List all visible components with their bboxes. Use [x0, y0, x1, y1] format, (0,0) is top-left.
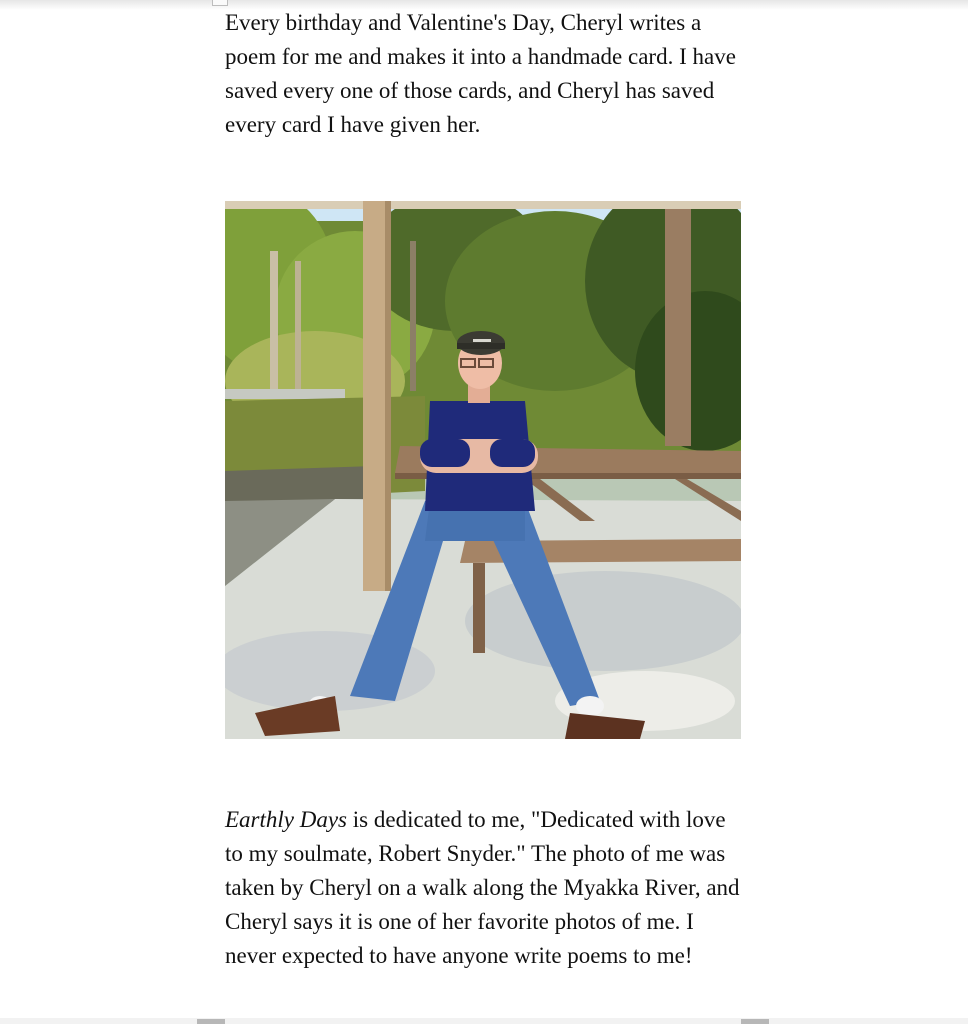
bottom-right-handle	[741, 1019, 769, 1024]
paragraph-1: Every birthday and Valentine's Day, Cheryl writes a poem for me and makes it into a handmade card. I have saved every one of those cards, and Cheryl has saved every card I have given her.	[225, 10, 736, 137]
paragraph-2	[225, 803, 745, 973]
book-title: Earthly Days	[225, 807, 348, 832]
paragraph-2-text: is dedicated to me, "Dedicated with love to my soulmate, Robert Snyder." The photo of me was taken by Cheryl on a walk along the Myakka River, and Cheryl says it is one of her favorite photos of me. I never expected to have anyone write poems to me!	[225, 807, 740, 968]
photo-illustration	[225, 201, 741, 739]
paragraph-block-1	[225, 6, 745, 142]
bottom-left-handle	[197, 1019, 225, 1024]
bottom-edge	[0, 1018, 968, 1024]
paragraph-block-2	[225, 803, 745, 973]
photo-man-at-picnic-table	[225, 201, 741, 739]
